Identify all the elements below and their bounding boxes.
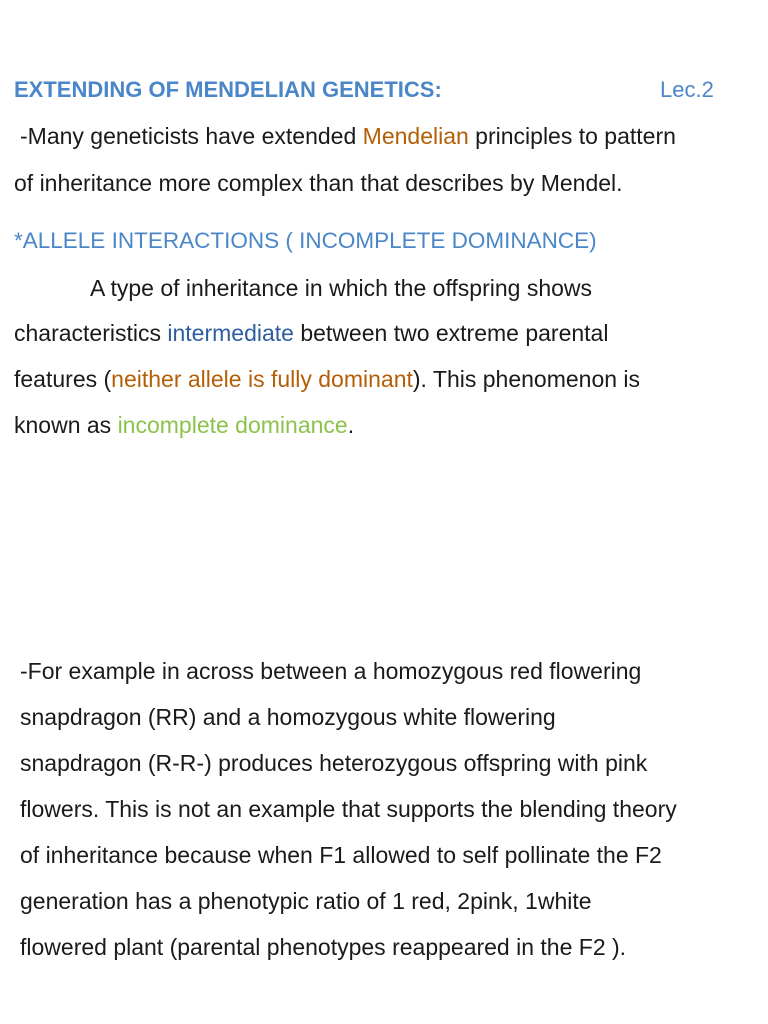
example-line: of inheritance because when F1 allowed to self pollinate the F2	[20, 842, 662, 868]
section-text: ). This phenomenon is	[412, 366, 641, 392]
intro-text: principles to pattern	[468, 123, 676, 149]
intermediate-highlight: intermediate	[167, 320, 294, 346]
section-line-2	[14, 319, 608, 347]
lecture-number: Lec.2	[660, 77, 714, 102]
intro-text: -Many geneticists have extended	[20, 123, 363, 149]
intro-line-2: of inheritance more complex than that describes by Mendel.	[14, 170, 623, 196]
section-line-3	[14, 365, 640, 393]
example-line: snapdragon (RR) and a homozygous white flowering	[20, 704, 556, 730]
section-line-1: A type of inheritance in which the offspring shows	[90, 275, 593, 301]
section-text: between two extreme parental	[293, 320, 609, 346]
neither-dominant-highlight: neither allele is fully dominant	[111, 366, 413, 392]
intro-line-1	[20, 122, 676, 150]
example-line: snapdragon (R-R-) produces heterozygous offspring with pink	[20, 750, 648, 776]
section-text: .	[347, 412, 355, 438]
section-text: known as	[14, 412, 118, 438]
example-line: -For example in across between a homozygous red flowering	[20, 658, 642, 684]
incomplete-dominance-highlight: incomplete dominance	[117, 412, 348, 438]
section-text: features (	[14, 366, 112, 392]
example-line: flowered plant (parental phenotypes reappeared in the F2 ).	[20, 934, 627, 960]
section-line-4	[14, 411, 354, 439]
page-title: EXTENDING OF MENDELIAN GENETICS:	[14, 77, 442, 102]
example-line: generation has a phenotypic ratio of 1 red, 2pink, 1white	[20, 888, 592, 914]
section-heading: *ALLELE INTERACTIONS ( INCOMPLETE DOMINANCE)	[14, 228, 597, 253]
section-text: characteristics	[14, 320, 168, 346]
example-line: flowers. This is not an example that supports the blending theory	[20, 796, 677, 822]
mendelian-highlight: Mendelian	[362, 123, 469, 149]
